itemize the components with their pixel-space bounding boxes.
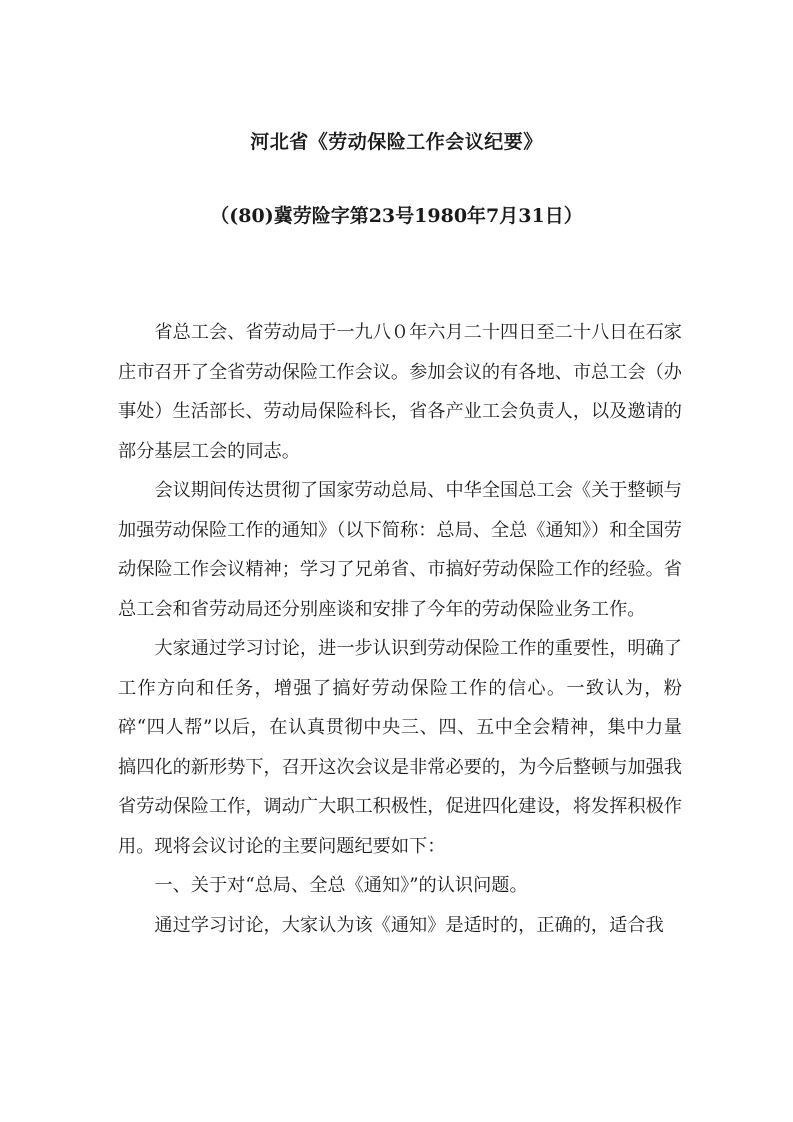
document-body <box>118 313 682 945</box>
document-subtitle: （(80)冀劳险字第23号1980年7月31日） <box>210 205 583 227</box>
paragraph-2: 会议期间传达贯彻了国家劳动总局、中华全国总工会《关于整顿与加强劳动保险工作的通知》（以下简称：总局、全总《通知》）和全国劳动保险工作会议精神；学习了兄弟省、市搞好劳动保险工作的经验。省总工会和省劳动局还分别座谈和安排了今年的劳动保险业务工作。 <box>118 480 682 620</box>
paragraph-4: 通过学习讨论，大家认为该《通知》是适时的，正确的，适合我 <box>154 914 664 936</box>
paragraph-3: 大家通过学习讨论，进一步认识到劳动保险工作的重要性，明确了工作方向和任务，增强了搞好劳动保险工作的信心。一致认为，粉碎“四人帮”以后，在认真贯彻中央三、四、五中全会精神，集中力量搞四化的新形势下，召开这次会议是非常必要的，为今后整顿与加强我省劳动保险工作，调动广大职工积极性，促进四化建设，将发挥积极作用。现将会议讨论的主要问题纪要如下： <box>118 638 682 857</box>
section-heading-1: 一、关于对“总局、全总《通知》”的认识问题。 <box>154 875 528 896</box>
paragraph-1: 省总工会、省劳动局于一九八０年六月二十四日至二十八日在石家庄市召开了全省劳动保险工作会议。参加会议的有各地、市总工会（办事处）生活部长、劳动局保险科长，省各产业工会负责人，以及邀请的部分基层工会的同志。 <box>118 322 682 462</box>
document-title: 河北省《劳动保险工作会议纪要》 <box>250 131 543 153</box>
